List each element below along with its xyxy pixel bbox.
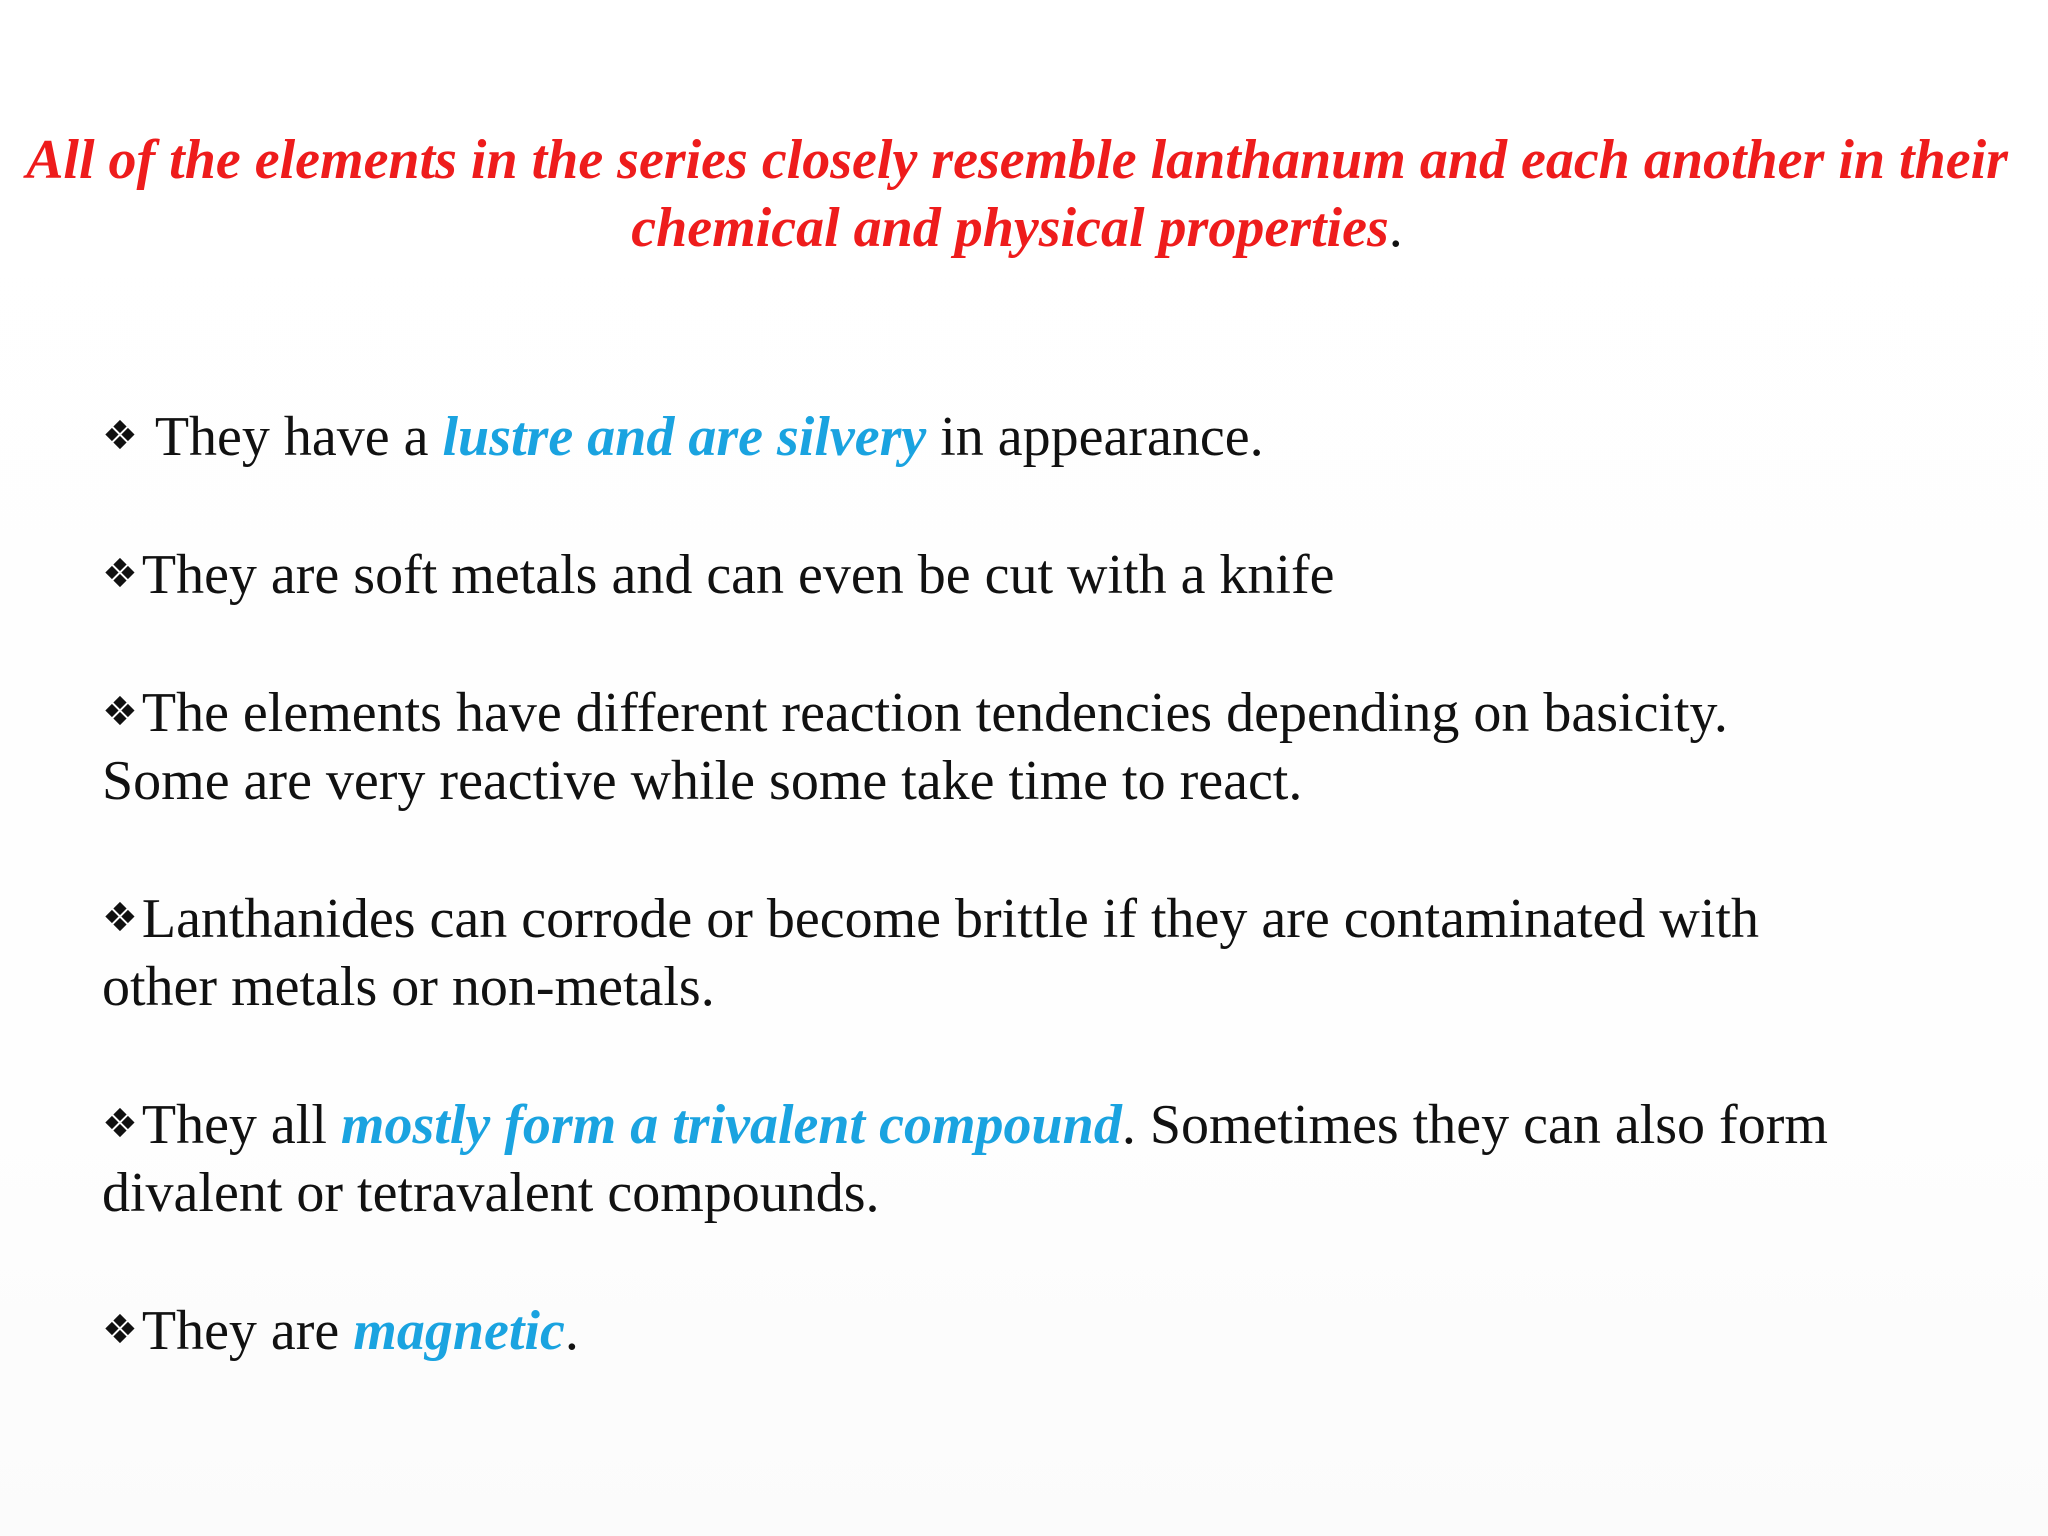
bullet-item [102, 678, 1982, 815]
bullet-text: The elements have different reaction tendencies depending on basicity. [141, 682, 1728, 744]
bullet-text: They all [141, 1094, 341, 1156]
bullet-highlight: magnetic [353, 1300, 565, 1362]
slide-heading [0, 126, 2034, 262]
bullet-highlight: mostly form a trivalent compound [340, 1094, 1122, 1156]
bullet-item [102, 402, 1982, 471]
diamond-bullet-icon: ❖ [102, 413, 138, 459]
bullet-text-end: . [564, 1300, 579, 1362]
bullet-item [102, 884, 1982, 1021]
diamond-bullet-icon: ❖ [102, 895, 138, 941]
bullet-text-line2: other metals or non-metals. [102, 956, 715, 1018]
bullet-highlight: lustre and are silvery [442, 406, 927, 468]
bullet-text-end: . Sometimes they can also form [1121, 1094, 1828, 1156]
diamond-bullet-icon: ❖ [102, 1307, 138, 1353]
bullet-text: Lanthanides can corrode or become brittle if they are contaminated with [141, 888, 1759, 950]
bullet-item [102, 1296, 1982, 1365]
diamond-bullet-icon: ❖ [102, 1101, 138, 1147]
bullet-text: They have a [141, 406, 443, 468]
bullet-text-end: in appearance. [926, 406, 1264, 468]
slide-heading-text: All of the elements in the series closely resemble lanthanum and each another in their chemical and physical properties [26, 129, 2008, 259]
bullet-item [102, 540, 1982, 609]
bullet-text: They are [141, 1300, 354, 1362]
bullet-text-line2: divalent or tetravalent compounds. [102, 1162, 880, 1224]
bullet-text-line2: Some are very reactive while some take time to react. [102, 750, 1303, 812]
bullet-text: They are soft metals and can even be cut with a knife [141, 544, 1335, 606]
diamond-bullet-icon: ❖ [102, 689, 138, 735]
bullet-item [102, 1090, 1982, 1227]
slide-heading-period: . [1388, 197, 1403, 259]
diamond-bullet-icon: ❖ [102, 551, 138, 597]
